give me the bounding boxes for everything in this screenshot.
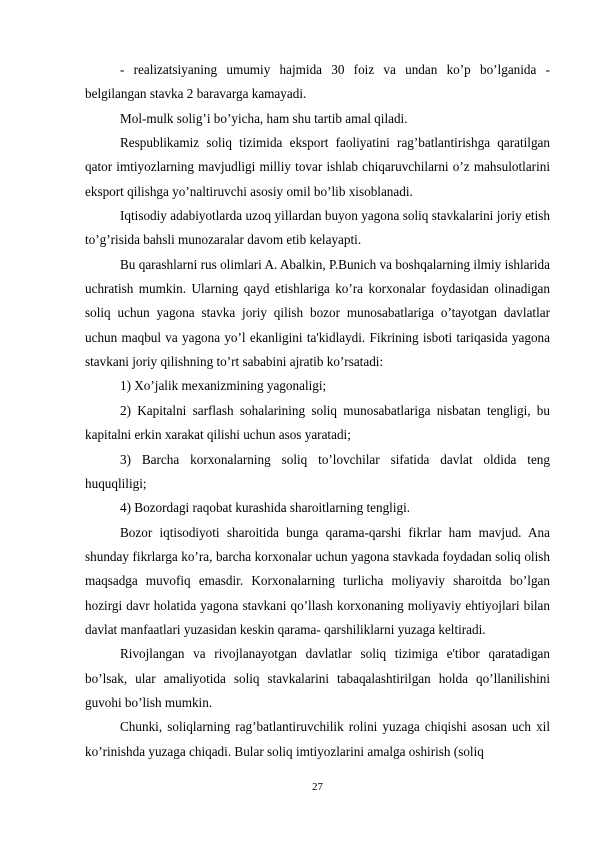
paragraph-2: Mol-mulk solig’i bo’yicha, ham shu tartib amal qiladi. (120, 110, 408, 126)
page-number: 27 (312, 781, 323, 793)
list-item-2: 2) Kapitalni sarflash sohalarining soliq munosabatlariga nisbatan tengligi, bu kapitalni erkin xarakat qilishi uchun asos yaratadi; (85, 402, 550, 443)
paragraph-4: Iqtisodiy adabiyotlarda uzoq yillardan buyon yagona soliq stavkalarini joriy etish to’g’risida bahsli munozaralar davom etib kelayapti. (85, 208, 550, 248)
list-item-4: 4) Bozordagi raqobat kurashida sharoitlarning tengligi. (120, 500, 411, 516)
paragraph-1: - realizatsiyaning umumiy hajmida 30 foiz va undan ko’p bo’lganida - belgilangan stavka 2 baravarga kamayadi. (85, 62, 550, 102)
list-item-3: 3) Barcha korxonalarning soliq to’lovchilar sifatida davlat oldida teng huquqliligi; (85, 451, 550, 491)
list-item-1: 1) Xo’jalik mexanizmining yagonaligi; (120, 378, 327, 394)
paragraph-3: Respublikamiz soliq tizimida eksport faoliyatini rag’batlantirishga qaratilgan qator imtiyozlarning mavjudligi milliy tovar ishlab chiqaruvchilarni o’z mahsulotlarini eksport qilishga yo’naltiruvchi asosiy omil bo’lib xisoblanadi. (85, 135, 550, 199)
page-body (85, 58, 550, 764)
paragraph-5: Bu qarashlarni rus olimlari A. Abalkin, P.Bunich va boshqalarning ilmiy ishlarida uchratish mumkin. Ularning qayd etishlariga ko’ra korxonalar foydasidan olinadigan soliq uchun yagona stavka joriy qilish bozor munosabatlariga o’tayotgan davlatlar uchun maqbul va yagona yo’l ekanligini ta'kidlaydi. Fikrining isboti tariqasida yagona stavkani joriy qilishning to’rt sababini ajratib ko’rsatadi: (85, 256, 550, 370)
paragraph-8: Chunki, soliqlarning rag’batlantiruvchilik rolini yuzaga chiqishi asosan uch xil ko’rinishda yuzaga chiqadi. Bular soliq imtiyozlarini amalga oshirish (soliq (85, 719, 550, 759)
paragraph-7: Rivojlangan va rivojlanayotgan davlatlar soliq tizimiga e'tibor qaratadigan bo’lsak, ular amaliyotida soliq stavkalarini tabaqalashtirilgan holda qo’llanilishini guvohi bo’lish mumkin. (85, 646, 550, 710)
paragraph-6: Bozor iqtisodiyoti sharoitida bunga qarama-qarshi fikrlar ham mavjud. Ana shunday fikrlarga ko’ra, barcha korxonalar uchun yagona stavkada foydadan soliq olish maqsadga muvofiq emasdir. Korxonalarning turlicha moliyaviy sharoitda bo’lgan hozirgi davr holatida yagona stavkani qo’llash korxonaning moliyaviy ehtiyojlari bilan davlat manfaatlari yuzasidan keskin qarama- qarshiliklarni yuzaga keltiradi. (85, 524, 550, 637)
